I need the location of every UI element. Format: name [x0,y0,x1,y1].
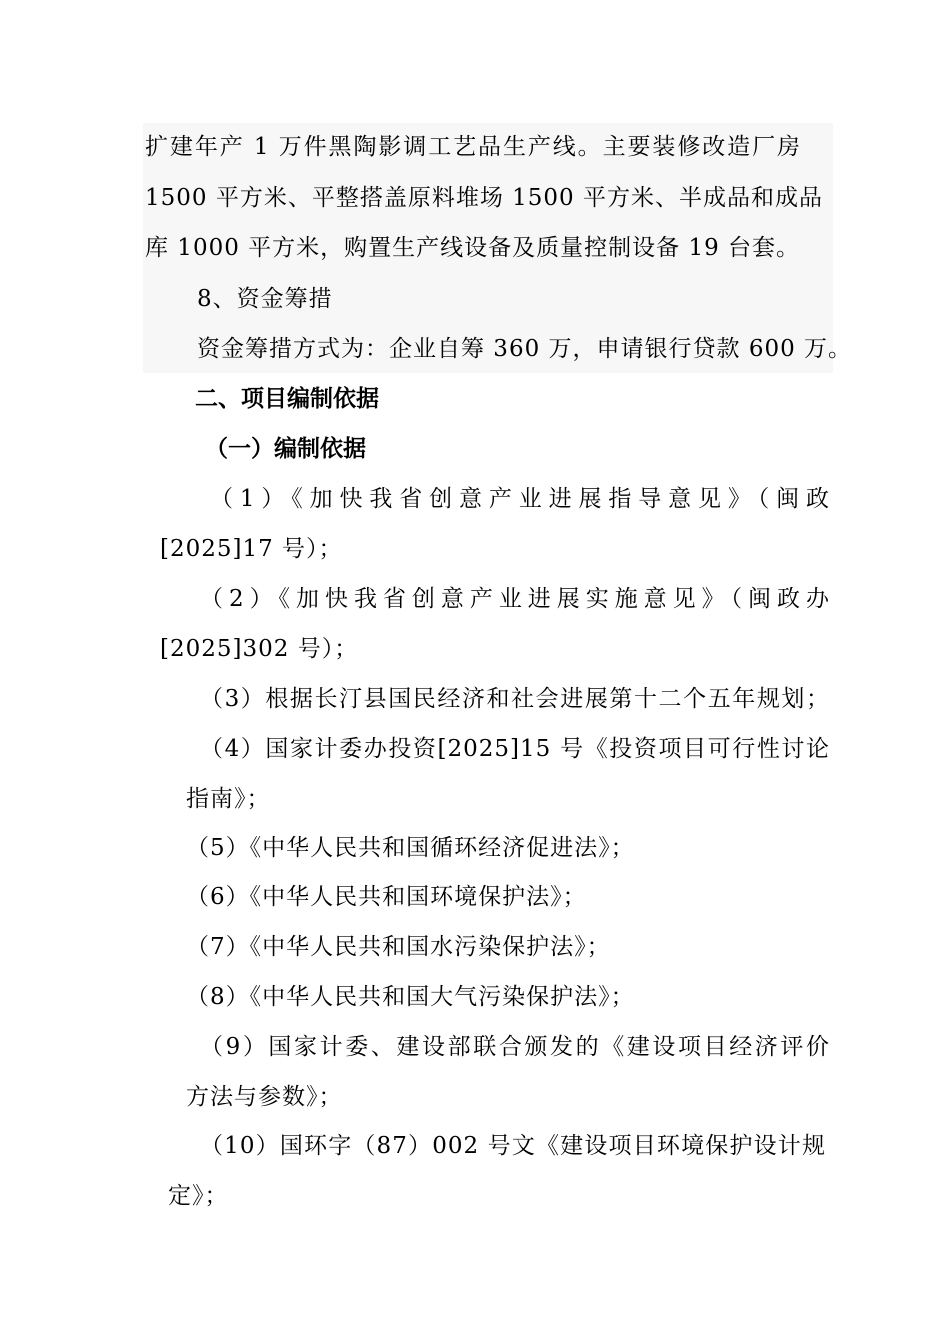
list-item: （3）根据长汀县国民经济和社会进展第十二个五年规划； [200,686,830,712]
list-item: （10）国环字（87）002 号文《建设项目环境保护设计规 [200,1133,826,1159]
funding-text: 资金筹措方式为：企业自筹 360 万，申请银行贷款 600 万。 [197,336,853,362]
list-item: （9）国家计委、建设部联合颁发的《建设项目经济评价 [200,1034,830,1060]
body-text-line: 库 1000 平方米，购置生产线设备及质量控制设备 19 台套。 [145,235,801,261]
list-item: （5）《中华人民共和国循环经济促进法》； [186,835,635,861]
list-item: （7）《中华人民共和国水污染保护法》； [186,934,611,960]
list-item: （6）《中华人民共和国环境保护法》； [186,884,587,910]
section-heading: 二、项目编制依据 [195,386,379,412]
body-text-line: 扩建年产 1 万件黑陶影调工艺品生产线。主要装修改造厂房 [145,134,801,160]
list-item-continuation: 指南》； [186,786,271,812]
list-item: （4）国家计委办投资[2025]15 号《投资项目可行性讨论 [200,736,830,762]
list-item-continuation: 定》； [168,1183,229,1209]
body-text-line: 1500 平方米、平整搭盖原料堆场 1500 平方米、半成品和成品 [145,185,823,211]
list-item: （2）《加快我省创意产业进展实施意见》（闽政办 [200,586,830,612]
list-item: （8）《中华人民共和国大气污染保护法》； [186,984,635,1010]
list-item-continuation: 方法与参数》； [186,1084,343,1110]
subsection-heading: （一）编制依据 [205,436,366,462]
list-item-continuation: [2025]302 号）； [160,636,359,662]
list-item-continuation: [2025]17 号）； [160,536,343,562]
list-item: （1）《加快我省创意产业进展指导意见》（闽政 [210,486,830,512]
section-8-heading: 8、资金筹措 [197,286,333,312]
